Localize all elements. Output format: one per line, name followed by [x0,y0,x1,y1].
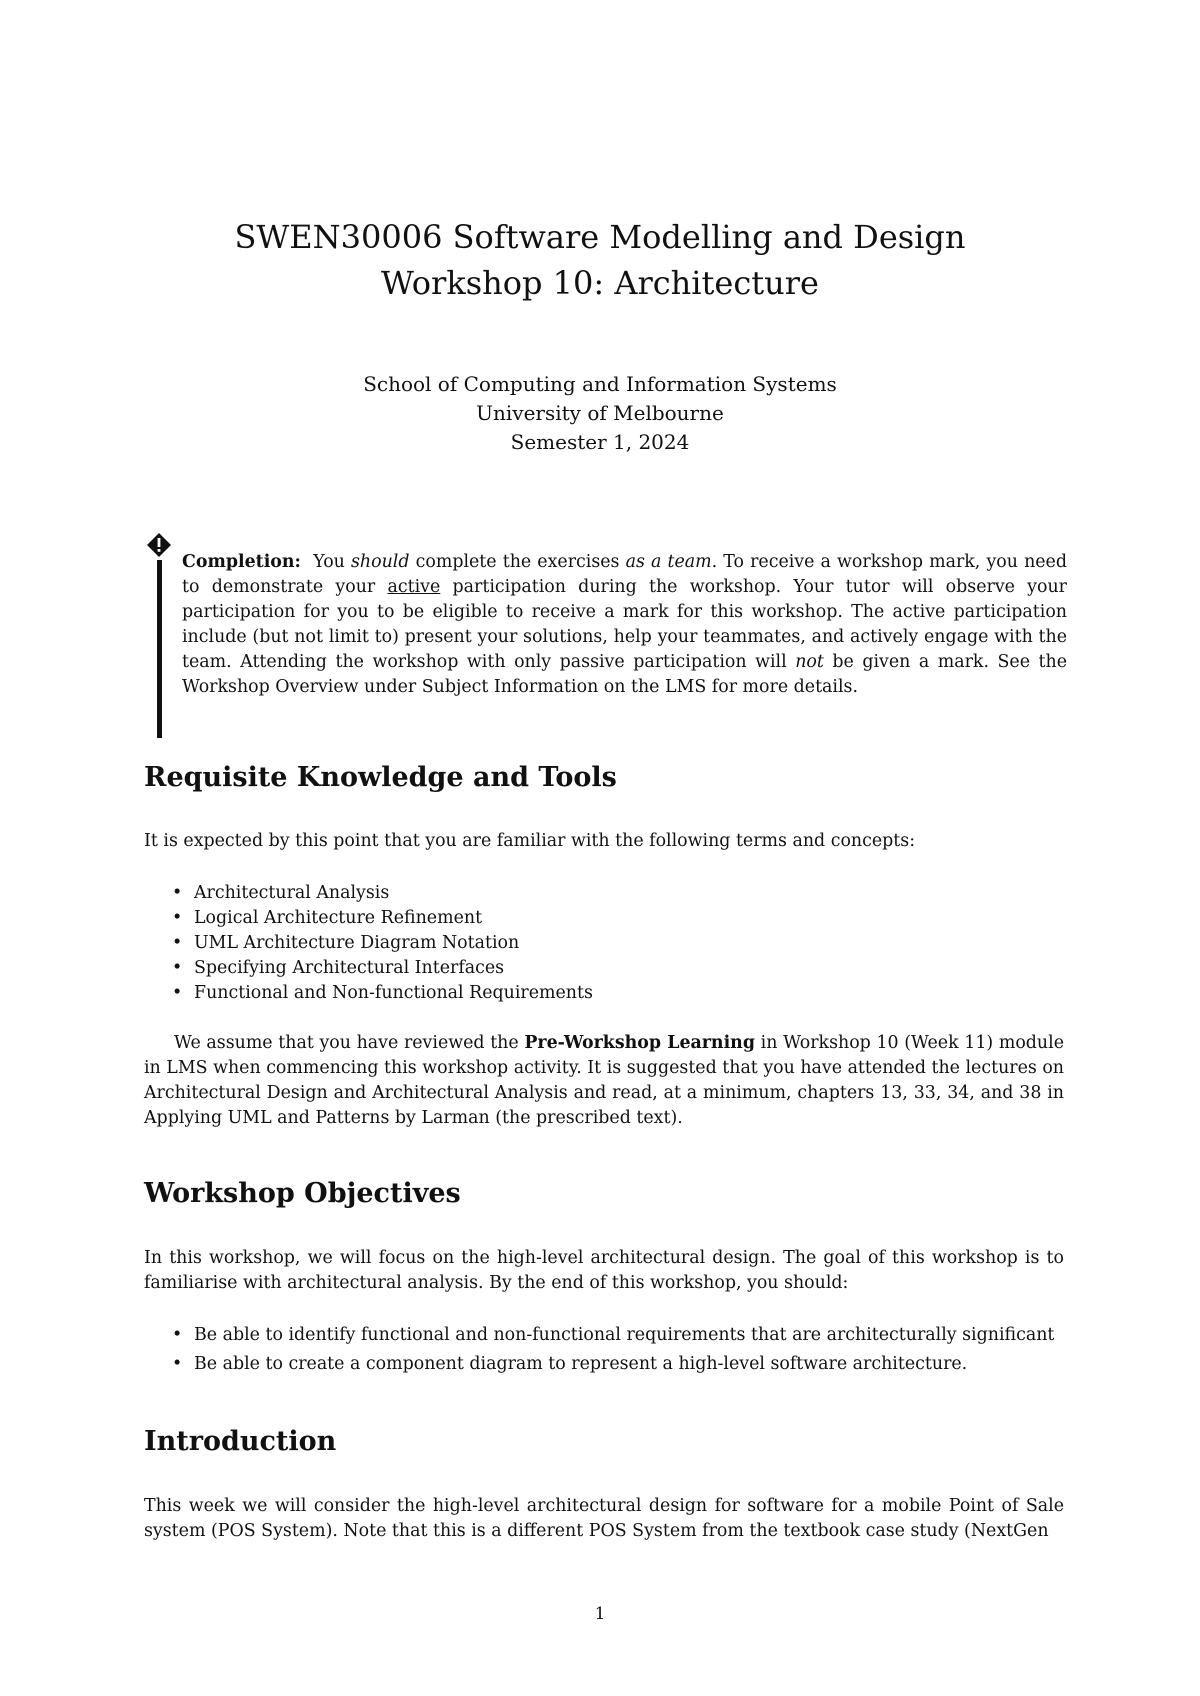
callout-text-part: complete the exercises [409,552,626,572]
callout-text-part: You [313,552,351,572]
callout-text-part: be given a mark. See the Workshop Overview under Subject Information on the LMS for more details. [182,652,1068,697]
callout-emphasis-not: not [795,652,824,672]
title-block [0,214,1200,306]
requisite-intro: It is expected by this point that you are familiar with the following terms and concepts: [144,831,916,851]
objectives-heading: Workshop Objectives [144,1178,461,1209]
document-subtitle: Workshop 10: Architecture [381,264,819,302]
list-item: • Architectural Analysis [172,881,1072,906]
list-item: • Logical Architecture Refinement [172,906,1072,931]
school-name: School of Computing and Information Systems [363,372,837,396]
introduction-paragraph: This week we will consider the high-level architectural design for software for a mobile Point of Sale system (POS System). Note that this is a different POS System from the textbook case study (NextGen [144,1496,1064,1541]
list-item: • UML Architecture Diagram Notation [172,931,1072,956]
university-name: University of Melbourne [476,401,724,425]
pre-workshop-learning-bold: Pre-Workshop Learning [524,1033,755,1053]
author-block [0,370,1200,457]
list-item: • Functional and Non-functional Requirements [172,981,1072,1006]
list-item: • Be able to identify functional and non-functional requirements that are architecturally significant [172,1323,1072,1348]
callout-emphasis-should: should [351,552,410,572]
callout-text-part: . To receive a workshop mark, you need to demonstrate your [182,552,1067,597]
semester: Semester 1, 2024 [510,430,690,454]
callout-text-part: participation during the workshop. Your tutor will observe your participation for you to be eligible to receive a mark for this workshop. The active participation include (but not limit to) present your solutions, help your teammates, and actively engage with the team. Attending the workshop with only passive participation will [182,577,1067,672]
page-number: 1 [594,1604,606,1624]
callout-emphasis-team: as a team [625,552,712,572]
paragraph-text-part: We assume that you have reviewed the [174,1033,525,1053]
callout-label: Completion: [182,552,301,572]
exclamation-diamond-icon [146,532,172,558]
list-item: • Be able to create a component diagram to represent a high-level software architecture. [172,1352,1072,1377]
callout-text [182,550,1067,700]
requisite-paragraph [144,1031,1064,1131]
paragraph-text-part: in Workshop 10 (Week 11) module in LMS when commencing this workshop activity. It is suggested that you have attended the lectures on Architectural Design and Architectural Analysis and read, at a minimum, chapters 13, 33, 34, and 38 in Applying UML and Patterns by Larman (the prescribed text). [144,1033,1065,1128]
objectives-list [172,1323,1072,1377]
list-item: • Specifying Architectural Interfaces [172,956,1072,981]
callout-bar [157,560,162,738]
callout-emphasis-active: active [387,577,441,597]
requisite-heading: Requisite Knowledge and Tools [144,762,617,793]
requisite-list [172,881,1072,1006]
introduction-heading: Introduction [144,1426,337,1457]
objectives-intro: In this workshop, we will focus on the high-level architectural design. The goal of this workshop is to familiarise with architectural analysis. By the end of this workshop, you should: [144,1248,1064,1293]
document-title: SWEN30006 Software Modelling and Design [234,218,966,256]
